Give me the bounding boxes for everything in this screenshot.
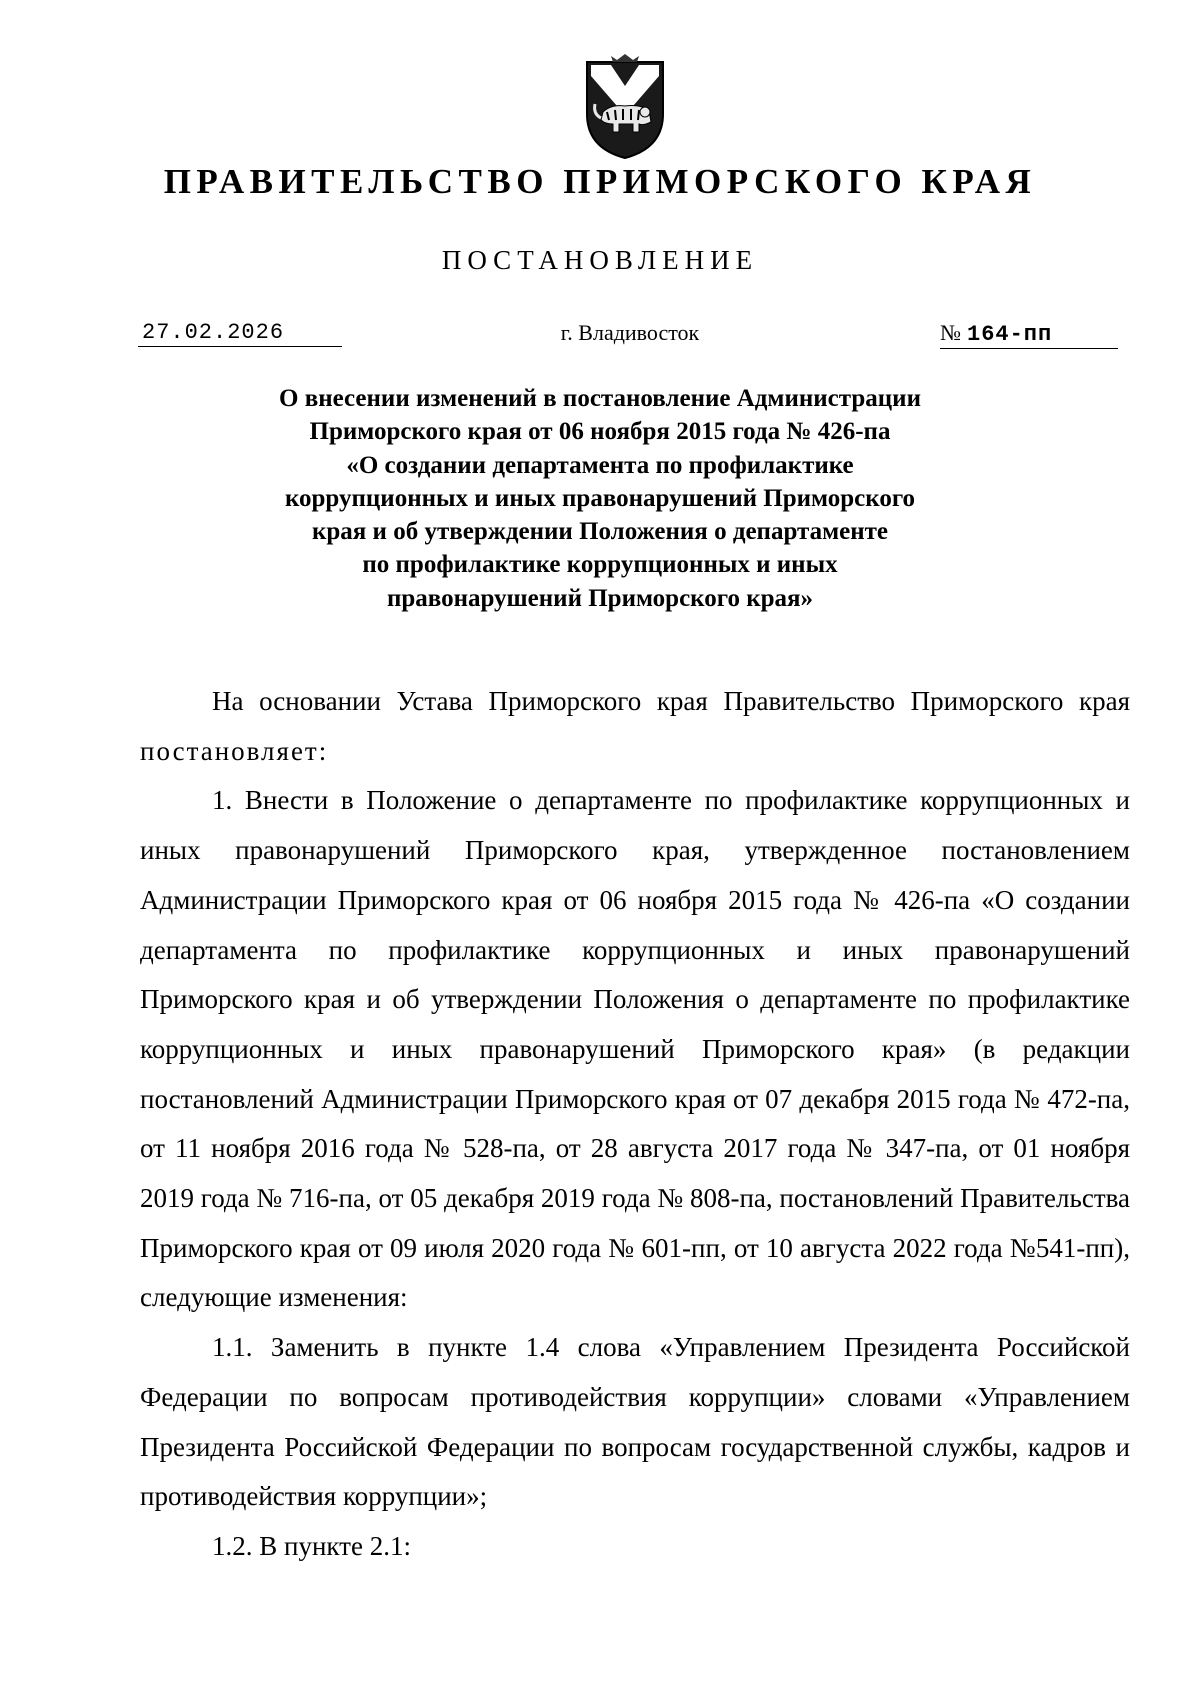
preamble-paragraph xyxy=(140,677,1130,776)
preamble-text: На основании Устава Приморского края Правительство Приморского края xyxy=(212,686,1130,716)
subject-line: «О создании департамента по профилактике xyxy=(346,451,854,479)
item-1-2-paragraph: 1.2. В пункте 2.1: xyxy=(212,1530,411,1561)
subject-line: края и об утверждении Положения о департаменте xyxy=(311,518,889,546)
subject-line: по профилактике коррупционных и иных xyxy=(362,551,838,579)
subject-line: О внесении изменений в постановление Администрации xyxy=(279,385,921,412)
decree-word: постановляет: xyxy=(140,735,329,766)
decree-subject xyxy=(150,382,1050,615)
item-1-paragraph: 1. Внести в Положение о департаменте по профилактике коррупционных и иных правонарушений Приморского края, утвержденное постановлением Администрации Приморского края от 06 ноября 2015 года № 426-па «О создании департамента по профилактике коррупционных и иных правонарушений Приморского края и об утверждении Положения о департаменте по профилактике коррупционных и иных правонарушений Приморского края» (в редакции постановлений Администрации Приморского края от 07 декабря 2015 года № 472-па, от 11 ноября 2016 года № 528-па, от 28 августа 2017 года № 347-па, от 01 ноября 2019 года № 716-па, от 05 декабря 2019 года № 808-па, постановлений Правительства Приморского края от 09 июля 2020 года № 601-пп, от 10 августа 2022 года №541-пп), следующие изменения: xyxy=(140,785,1130,1313)
subject-line: коррупционных и иных правонарушений Приморского xyxy=(284,484,916,512)
subject-line: правонарушений Приморского края» xyxy=(386,584,814,612)
subject-line: Приморского края от 06 ноября 2015 года № 426-па xyxy=(309,418,891,446)
government-title: ПРАВИТЕЛЬСТВО ПРИМОРСКОГО КРАЯ xyxy=(163,162,1037,201)
decree-number-value: 164-пп xyxy=(967,322,1053,347)
item-1-1-paragraph: 1.1. Заменить в пункте 1.4 слова «Управлением Президента Российской Федерации по вопросам противодействия коррупции» словами «Управлением Президента Российской Федерации по вопросам государственной службы, кадров и противодействия коррупции»; xyxy=(140,1332,1130,1512)
coat-of-arms-icon xyxy=(581,52,669,162)
decree-city: г. Владивосток xyxy=(560,320,700,345)
decree-body xyxy=(140,677,1130,1572)
decree-number-prefix: № xyxy=(940,320,961,345)
decree-date: 27.02.2026 xyxy=(138,320,342,347)
document-type-title: ПОСТАНОВЛЕНИЕ xyxy=(441,245,759,275)
decree-number xyxy=(940,320,1118,349)
